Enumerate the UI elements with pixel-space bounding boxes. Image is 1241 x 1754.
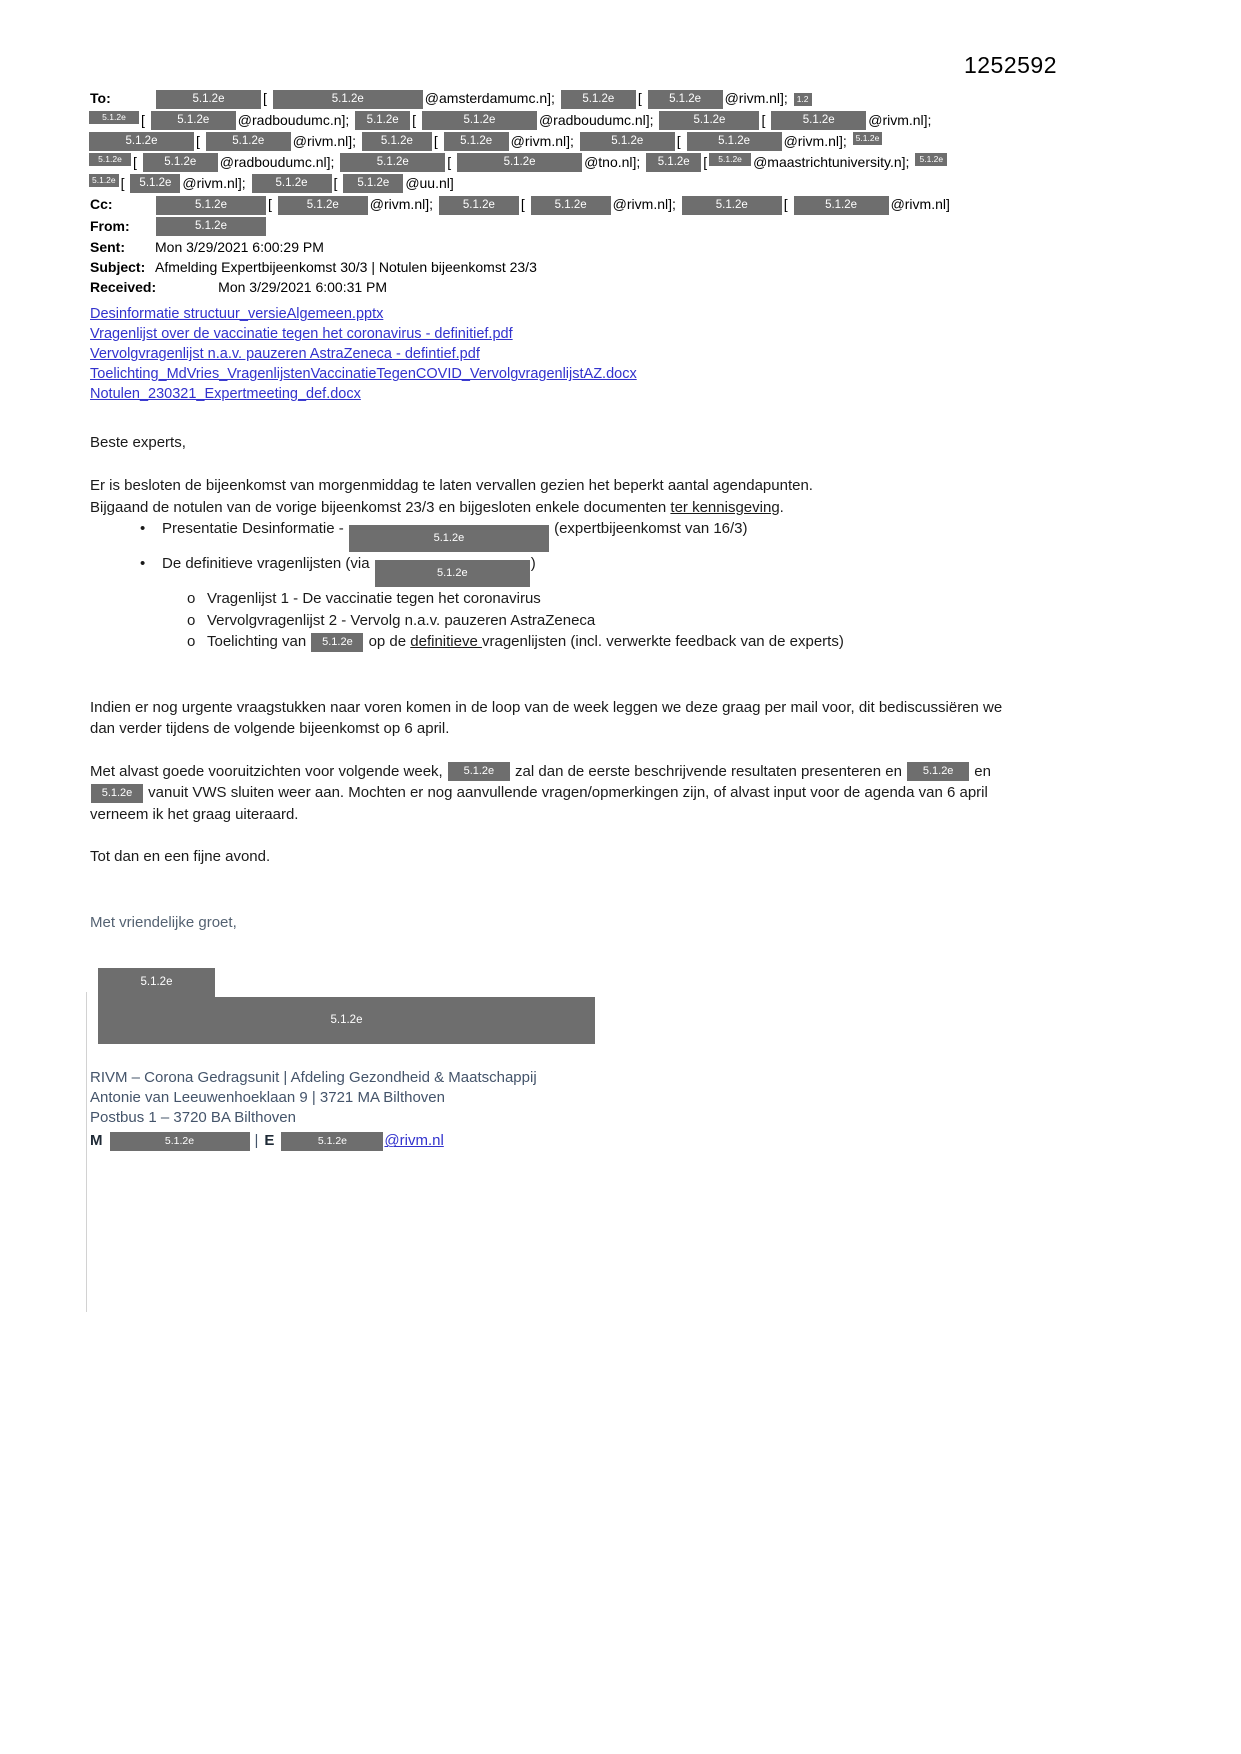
redaction-box: 5.1.2e [130,174,180,193]
recipient-domain-text: @rivm.nl]; [182,174,250,191]
redaction-box: 5.1.2e [362,132,432,151]
paragraph-3 [90,761,1015,826]
redaction-block-role: 5.1.2e [98,997,595,1044]
redaction-box: 5.1.2e [771,111,866,130]
recipient-domain-text: @rivm.nl]; [369,195,437,212]
recipient-domain-text: [ [783,195,792,212]
from-row [90,216,1146,238]
paragraph-4: Tot dan en een fijne avond. [90,848,271,866]
signature-org-line: RIVM – Corona Gedragsunit | Afdeling Gezondheid & Maatschappij [90,1069,537,1087]
redaction-box: 5.1.2e [659,111,759,130]
recipient-domain-text: @rivm.nl]; [292,132,360,149]
paragraph-3-b: zal dan de eerste beschrijvende resultaten presenteren en [510,762,907,780]
redaction-box: 5.1.2e [457,153,582,172]
redaction-box: 5.1.2e [349,525,549,552]
bullet-marker: • [140,555,146,573]
bullet-marker: • [140,520,146,538]
redaction-box: 5.1.2e [156,90,261,109]
bullet-2-pre: De definitieve vragenlijsten (via [162,555,374,573]
from-value [155,216,1146,238]
subject-row [90,257,1146,277]
document-number: 1252592 [963,52,1057,78]
redaction-box: 5.1.2e [531,196,611,215]
redaction-box: 5.1.2e [448,762,510,781]
signature-address-line: Antonie van Leeuwenhoeklaan 9 | 3721 MA Bilthoven [90,1089,445,1107]
redaction-box: 1.2 [794,93,812,106]
recipient-domain-text: [ [637,90,646,106]
redaction-box: 5.1.2e [156,217,266,236]
recipient-domain-text: @tno.nl]; [584,153,645,170]
sub-bullet-3-text [207,631,844,653]
redaction-box: 5.1.2e [444,132,509,151]
recipient-domain-text: [ [676,132,685,149]
recipient-domain-text: @rivm.nl]; [612,195,680,212]
paragraph-2: Indien er nog urgente vraagstukken naar voren komen in de loop van de week leggen we deze graag per mail voor, dit bediscussiëren we dan verder tijdens de volgende bijeenkomst op 6 april. [90,698,1003,738]
recipient-domain-text: @rivm.nl]; [868,111,936,128]
recipient-domain-text: [ [141,111,149,128]
recipient-domain-text: @rivm.nl]; [724,90,792,106]
recipient-domain-text: @amsterdamumc.n]; [424,90,559,106]
recipient-domain-text: [ [761,111,770,128]
cc-recipients [155,194,1146,216]
recipient-domain-text: @uu.nl] [405,174,454,191]
paragraph-3-a: Met alvast goede vooruitzichten voor volgende week, [90,762,447,780]
signature-postbus-line: Postbus 1 – 3720 BA Bilthoven [90,1109,296,1127]
sub-bullet-1-text: Vragenlijst 1 - De vaccinatie tegen het coronavirus [207,590,541,608]
recipient-domain-text: @rivm.nl]; [510,132,578,149]
recipient-domain-text: [ [520,195,529,212]
paragraph-1-line-1: Er is besloten de bijeenkomst van morgenmiddag te laten vervallen gezien het beperkt aantal agendapunten. [90,477,813,495]
redaction-box: 5.1.2e [110,1132,250,1151]
attachment-link-3[interactable]: Vervolgvragenlijst n.a.v. pauzeren AstraZeneca - defintief.pdf [90,346,480,363]
to-recipients-line-1 [155,88,1146,110]
paragraph-3-d: vanuit VWS sluiten weer aan. Mochten er nog aanvullende vragen/opmerkingen zijn, of alvast input voor de agenda van 6 april verneem ik het graag uiteraard. [90,784,988,823]
attachment-list [90,305,1146,405]
redaction-box: 5.1.2e [151,111,236,130]
from-label: From: [90,217,130,234]
sub-bullet-3-pre: Toelichting van [207,633,311,651]
to-row [90,88,1146,110]
sub-bullet-2 [90,610,1015,632]
signature-redaction-blocks [98,968,1015,1044]
redaction-box: 5.1.2e [89,132,194,151]
recipient-domain-text: [ [268,195,276,212]
recipient-domain-text: [ [120,174,129,191]
underlined-word-definitieve: definitieve [410,633,482,651]
received-label: Received: [90,279,157,296]
recipient-domain-text: [ [133,153,141,170]
subject-value: Afmelding Expertbijeenkomst 30/3 | Notulen bijeenkomst 23/3 [155,259,537,276]
redaction-box: 5.1.2e [682,196,782,215]
recipient-domain-text: @rivm.nl]; [783,132,851,149]
redaction-box: 5.1.2e [91,784,143,803]
recipient-domain-text: [ [433,132,442,149]
redaction-box: 5.1.2e [709,153,751,166]
greeting: Beste experts, [90,433,186,451]
redaction-box: 5.1.2e [343,174,403,193]
redaction-box: 5.1.2e [355,111,410,130]
to-recipients-line-4 [88,152,1146,173]
signature-block [90,1068,1015,1128]
sub-bullet-3-mid: op de [364,633,411,651]
redaction-box: 5.1.2e [143,153,218,172]
redaction-box: 5.1.2e [580,132,675,151]
email-domain-link[interactable]: @rivm.nl [384,1132,444,1150]
sub-bullet-marker: o [187,633,196,651]
recipient-domain-text: [ [333,174,342,191]
redaction-box: 5.1.2e [311,633,363,652]
recipient-domain-text: [ [447,153,456,170]
recipient-domain-text: @radboudumc.nl]; [219,153,339,170]
paragraph-1 [90,475,1015,518]
sub-bullet-marker: o [187,590,196,608]
to-recipients-line-3 [88,131,1146,152]
redaction-box: 5.1.2e [89,153,131,166]
sub-bullet-3-post: vragenlijsten (incl. verwerkte feedback van de experts) [482,633,844,651]
to-recipients-line-5 [88,173,1146,194]
bullet-1-post: (expertbijeenkomst van 16/3) [549,520,748,538]
sent-value: Mon 3/29/2021 6:00:29 PM [155,239,324,256]
underlined-phrase-ter-kennisgeving: ter kennisgeving [670,498,780,516]
left-margin-line [86,992,87,1312]
redaction-box: 5.1.2e [687,132,782,151]
recipient-domain-text: [ [263,90,271,106]
recipient-domain-text: [ [412,111,420,128]
received-value: Mon 3/29/2021 6:00:31 PM [218,279,388,296]
recipient-domain-text: [ [703,153,708,170]
redaction-box: 5.1.2e [375,560,530,587]
sub-bullet-2-text: Vervolgvragenlijst 2 - Vervolg n.a.v. pauzeren AstraZeneca [207,611,596,629]
email-label: E [264,1132,275,1150]
redaction-box: 5.1.2e [648,90,723,109]
redaction-box: 5.1.2e [89,174,119,187]
to-label: To: [90,90,111,106]
closing-salutation: Met vriendelijke groet, [90,913,237,931]
redaction-box: 5.1.2e [439,196,519,215]
attachment-link-4[interactable]: Toelichting_MdVries_VragenlijstenVaccinatieTegenCOVID_VervolgvragenlijstAZ.docx [90,366,637,383]
redaction-box: 5.1.2e [561,90,636,109]
recipient-domain-text: @radboudumc.n]; [237,111,354,128]
to-recipients-line-2 [88,110,1146,131]
contact-separator: | [254,1132,259,1150]
spacer [90,653,1015,697]
redaction-box: 5.1.2e [422,111,537,130]
redaction-box: 5.1.2e [206,132,291,151]
bullet-1-text [162,518,748,553]
mobile-label: M [90,1132,103,1150]
recipient-domain-text: [ [196,132,204,149]
paragraph-1-line-2a: Bijgaand de notulen van de vorige bijeenkomst 23/3 en bijgesloten enkele documenten [90,498,671,516]
redaction-box: 5.1.2e [853,132,883,145]
redaction-box: 5.1.2e [907,762,969,781]
sub-bullet-3 [90,631,1015,653]
redaction-box: 5.1.2e [156,196,266,215]
paragraph-3-c: en [970,762,991,780]
redaction-box: 5.1.2e [273,90,423,109]
sent-label: Sent: [90,239,125,256]
redaction-box: 5.1.2e [646,153,701,172]
redaction-box: 5.1.2e [281,1132,383,1151]
email-header [90,88,1146,297]
subject-label: Subject: [90,259,146,276]
redaction-box: 5.1.2e [278,196,368,215]
bullet-2-text [162,553,536,588]
sent-row [90,237,1146,257]
bullet-2-post: ) [530,555,536,573]
recipient-domain-text: @maastrichtuniversity.n]; [753,153,914,170]
sub-bullet-marker: o [187,611,196,629]
cc-row [90,194,1146,216]
sub-bullet-1 [90,588,1015,610]
bullet-1-pre: Presentatie Desinformatie - [162,520,348,538]
attachment-link-2[interactable]: Vragenlijst over de vaccinatie tegen het coronavirus - definitief.pdf [90,326,513,343]
recipient-domain-text: @rivm.nl] [890,195,950,212]
paragraph-1-line-2b: . [779,498,784,516]
recipient-domain-text: @radboudumc.nl]; [538,111,658,128]
redaction-box: 5.1.2e [794,196,889,215]
redaction-box: 5.1.2e [89,111,139,124]
cc-label: Cc: [90,195,113,212]
attachment-link-1[interactable]: Desinformatie structuur_versieAlgemeen.pptx [90,306,384,323]
redaction-block-name: 5.1.2e [98,968,215,997]
redaction-box: 5.1.2e [340,153,445,172]
redaction-box: 5.1.2e [915,153,947,166]
received-row [90,277,1146,297]
bullet-item-1 [90,518,1015,553]
bullet-item-2 [90,553,1015,588]
redaction-box: 5.1.2e [252,174,332,193]
attachment-link-5[interactable]: Notulen_230321_Expertmeeting_def.docx [90,386,361,403]
signature-contact-line [90,1130,1015,1152]
email-body [90,432,1015,1152]
